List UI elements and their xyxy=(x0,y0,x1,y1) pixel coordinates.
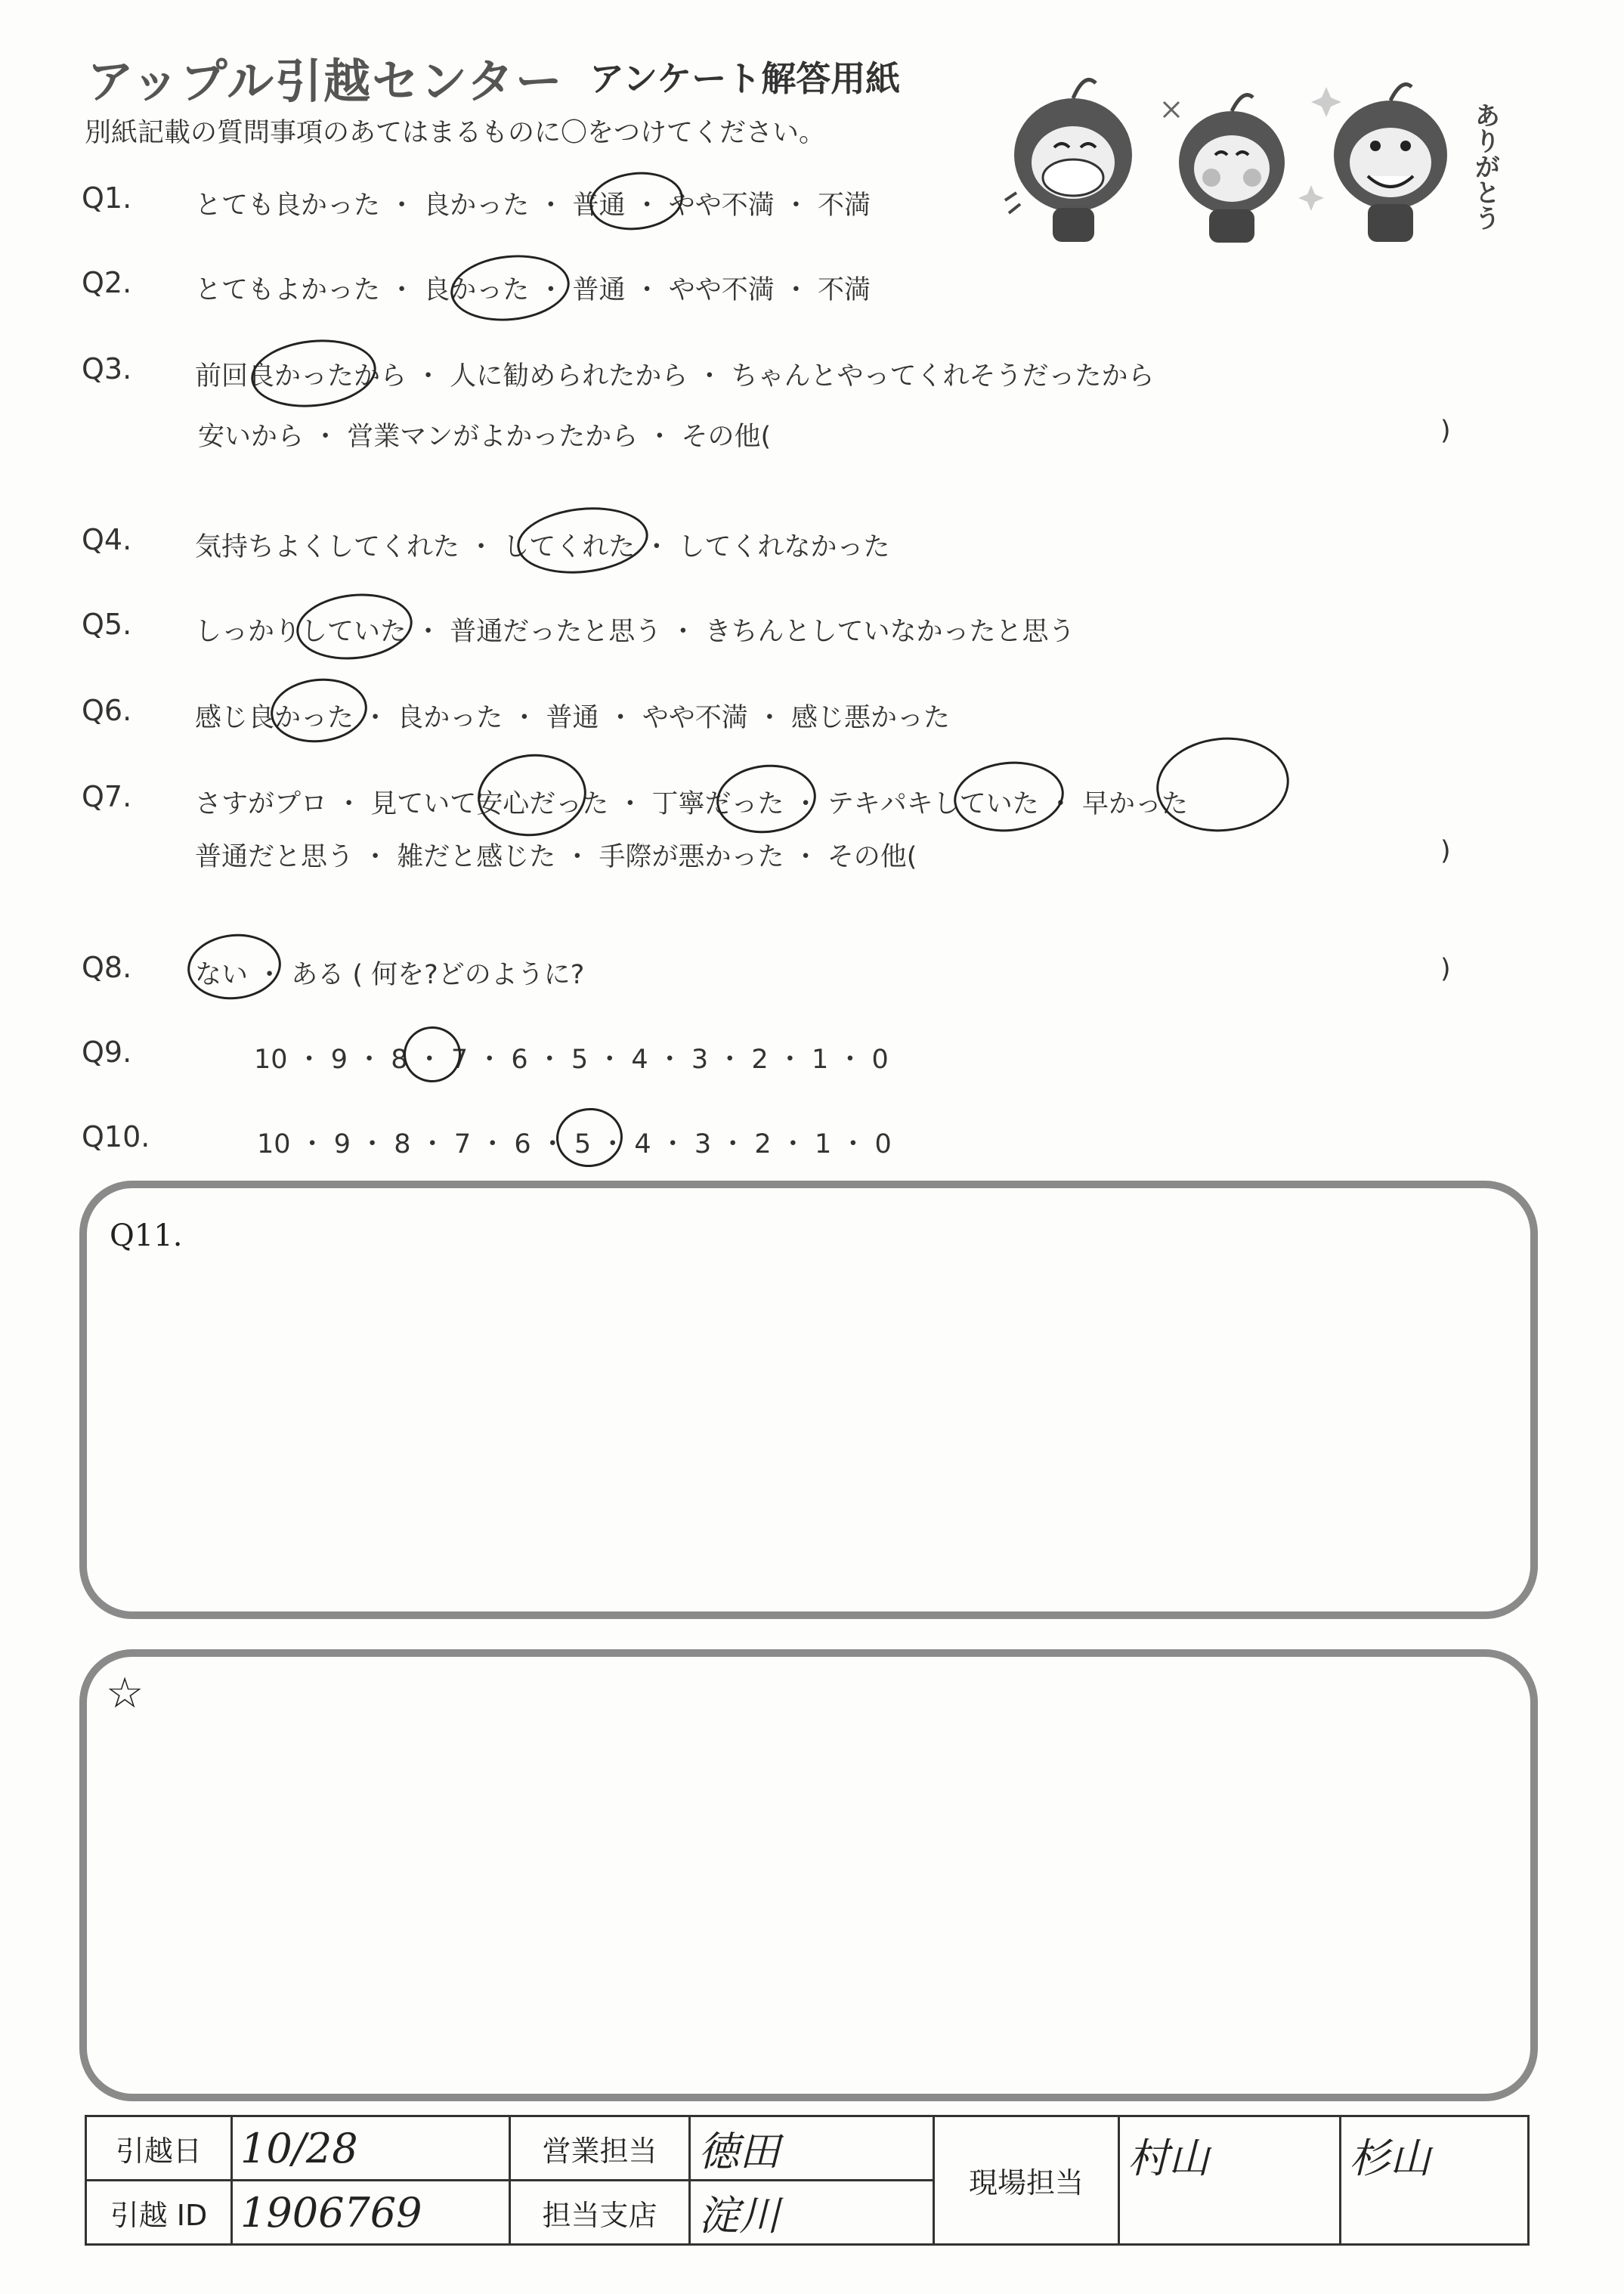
monkey-laughing-icon xyxy=(1005,80,1132,243)
form-subtitle: アンケート解答用紙 xyxy=(589,58,901,99)
form-title: アップル引越センター xyxy=(87,54,564,109)
site-value-2: 杉山 xyxy=(1341,2116,1529,2245)
q3-label: Q3. xyxy=(82,352,132,385)
q11-answer-box[interactable] xyxy=(79,1181,1538,1619)
monkey-smiling-icon xyxy=(1298,85,1447,242)
q1-options: とても良かった ・ 良かった ・ 普通 ・ やや不満 ・ 不満 xyxy=(195,190,871,221)
star-icon: ☆ xyxy=(106,1669,144,1718)
q4-label: Q4. xyxy=(82,523,132,556)
q4-selection-circle xyxy=(514,501,651,580)
q7-options-line2: 普通だと思う ・ 雑だと感じた ・ 手際が悪かった ・ その他( xyxy=(195,842,917,872)
q7-selection-circle-3 xyxy=(951,757,1068,837)
q7-selection-circle-2 xyxy=(713,760,820,837)
q6-options: 感じ良かった ・ 良かった ・ 普通 ・ やや不満 ・ 感じ悪かった xyxy=(195,703,951,733)
q10-label: Q10. xyxy=(82,1120,150,1153)
monkey-blushing-icon xyxy=(1164,95,1285,243)
q8-options: ない ・ ある ( 何を?どのように? xyxy=(195,960,585,990)
q2-label: Q2. xyxy=(82,266,132,299)
star-comment-box[interactable] xyxy=(79,1649,1538,2101)
q3-options-line1: 前回良かったから ・ 人に勧められたから ・ ちゃんとやってくれそうだったから xyxy=(195,361,1155,392)
q7-label: Q7. xyxy=(82,780,132,813)
q3-options-line2: 安いから ・ 営業マンがよかったから ・ その他( xyxy=(198,422,772,452)
q8-selection-circle xyxy=(184,930,284,1004)
q1-label: Q1. xyxy=(82,181,132,215)
move-id-value: 1906769 xyxy=(232,2181,510,2245)
q3-close-paren: ) xyxy=(1440,416,1451,446)
move-date-label: 引越日 xyxy=(86,2116,232,2181)
q6-label: Q6. xyxy=(82,694,132,727)
q7-selection-circle-4 xyxy=(1152,731,1294,838)
q2-options: とてもよかった ・ 良かった ・ 普通 ・ やや不満 ・ 不満 xyxy=(195,275,871,305)
sales-value: 徳田 xyxy=(690,2116,934,2181)
q11-box-label: Q11. xyxy=(110,1218,183,1253)
q8-close-paren: ) xyxy=(1440,954,1451,984)
q4-options: 気持ちよくしてくれた ・ してくれた ・ してくれなかった xyxy=(195,532,890,562)
staff-info-table xyxy=(85,2115,1530,2246)
thank-you-illustration xyxy=(1001,49,1530,246)
branch-label: 担当支店 xyxy=(510,2181,690,2245)
q5-options: しっかりしていた ・ 普通だったと思う ・ きちんとしていなかったと思う xyxy=(195,617,1075,647)
site-value-1: 村山 xyxy=(1119,2116,1341,2245)
q10-options: 10 ・ 9 ・ 8 ・ 7 ・ 6 ・ 5 ・ 4 ・ 3 ・ 2 ・ 1 ・ 0 xyxy=(257,1129,892,1159)
q1-selection-circle xyxy=(586,168,685,235)
q5-label: Q5. xyxy=(82,608,132,641)
form-instruction: 別紙記載の質問事項のあてはまるものに〇をつけてください。 xyxy=(85,118,826,148)
q7-options-line1: さすがプロ ・ 見ていて安心だった ・ 丁寧だった ・ テキパキしていた ・ 早かった xyxy=(195,789,1189,819)
branch-value: 淀川 xyxy=(690,2181,934,2245)
thank-you-caption: ありがとう xyxy=(1470,102,1500,231)
move-id-label: 引越 ID xyxy=(86,2181,232,2245)
q5-selection-circle xyxy=(293,588,416,665)
q3-selection-circle xyxy=(248,334,379,413)
sales-label: 営業担当 xyxy=(510,2116,690,2181)
q7-close-paren: ) xyxy=(1440,836,1451,866)
q6-selection-circle xyxy=(268,674,370,748)
q2-selection-circle xyxy=(447,249,573,327)
move-date-value: 10/28 xyxy=(232,2116,510,2181)
q8-label: Q8. xyxy=(82,951,132,984)
site-label: 現場担当 xyxy=(934,2116,1119,2245)
q7-selection-circle-1 xyxy=(474,749,591,841)
q9-label: Q9. xyxy=(82,1036,132,1069)
q9-options: 10 ・ 9 ・ 8 ・ 7 ・ 6 ・ 5 ・ 4 ・ 3 ・ 2 ・ 1 ・ 0 xyxy=(254,1045,889,1075)
